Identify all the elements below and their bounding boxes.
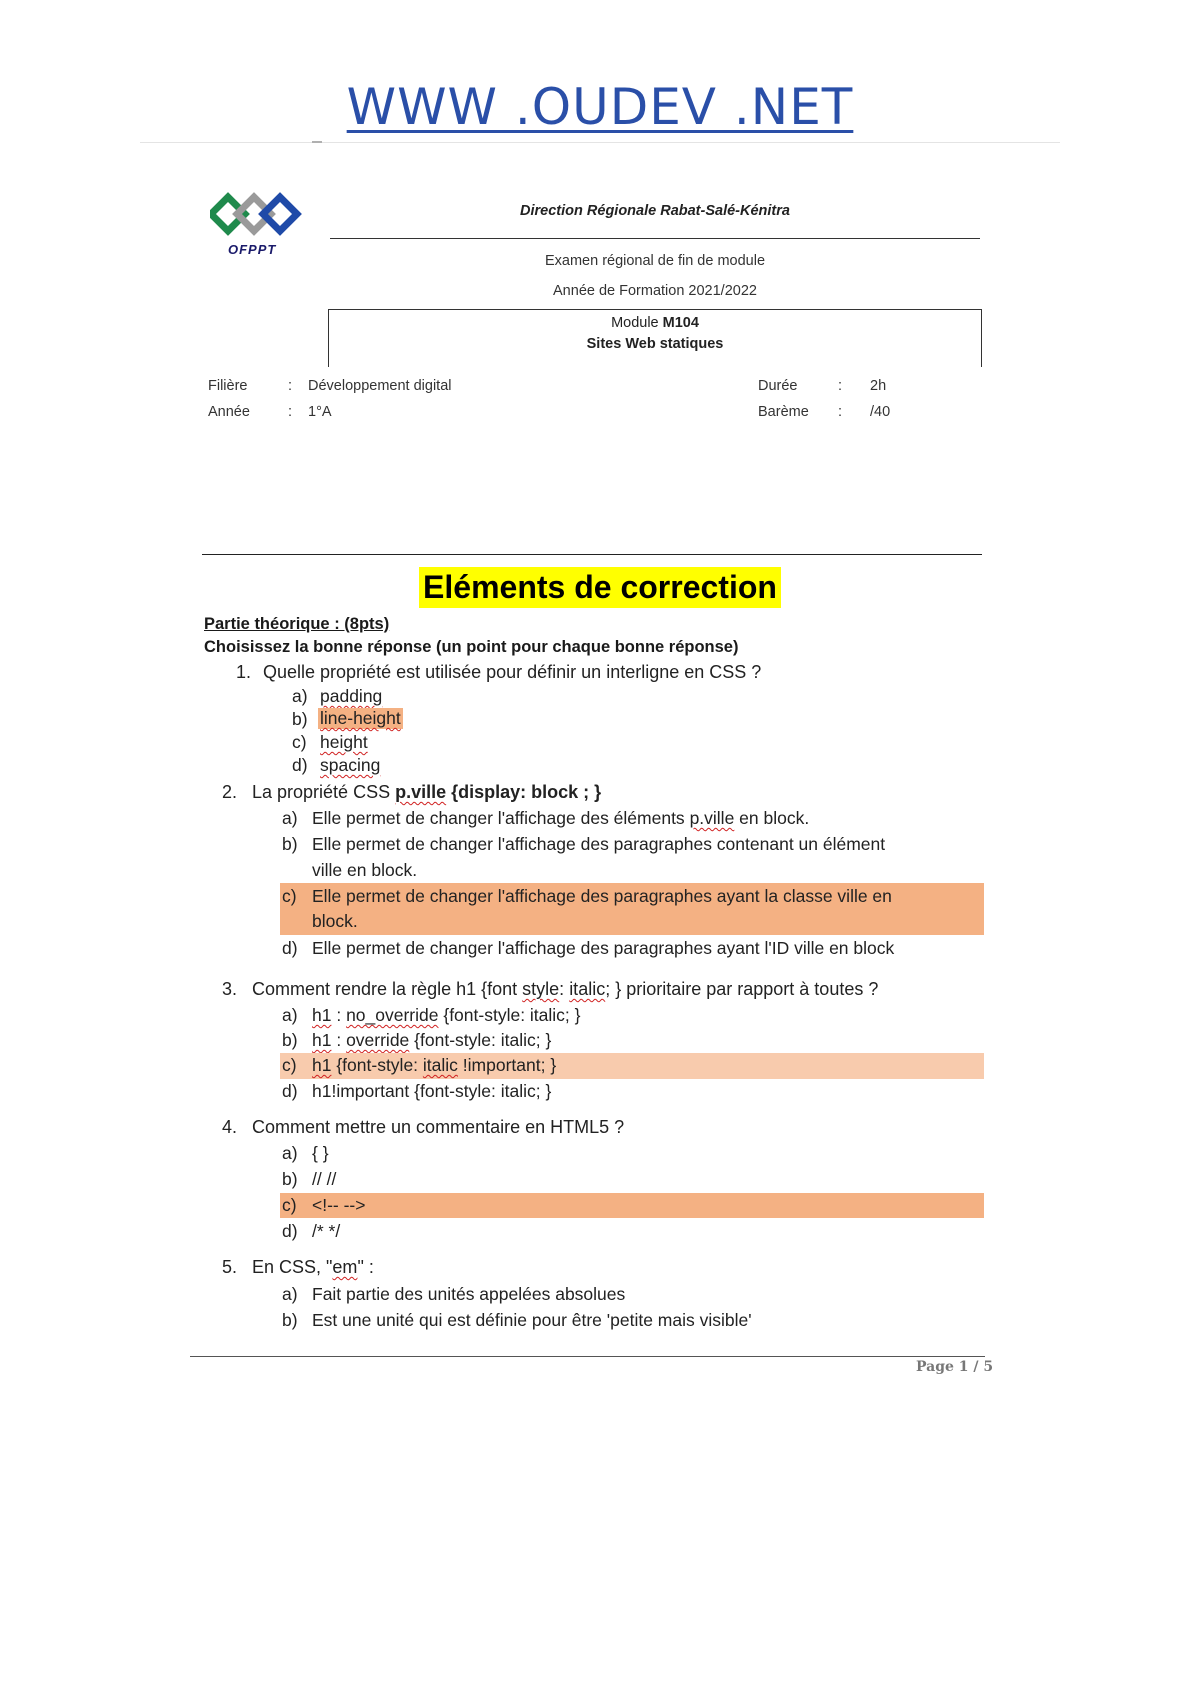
q1-c-letter: c): [292, 732, 307, 752]
q2-a-selector: p.ville: [689, 808, 735, 828]
q3-text-post: ; } prioritaire par rapport à toutes ?: [605, 979, 879, 999]
duree-value: 2h: [870, 378, 887, 394]
q3-b-kw: override: [346, 1030, 410, 1050]
duree-sep: :: [838, 378, 843, 394]
q4-c-letter: c): [282, 1195, 297, 1215]
q2-rule: {display: block ; }: [446, 782, 602, 802]
q1-d-letter: d): [292, 755, 308, 775]
q3-b-post: {font-style: italic; }: [409, 1030, 552, 1050]
q5-text-em: em: [332, 1257, 358, 1277]
q2-text-pre: La propriété CSS: [252, 782, 396, 802]
divider-mark: [312, 141, 322, 143]
q1-b-value: line-height: [320, 708, 401, 728]
q3-c-letter: c): [282, 1055, 297, 1075]
bareme-label: Barème: [758, 404, 809, 420]
q4-d-letter: d): [282, 1221, 298, 1241]
q1-c-text: [320, 732, 368, 753]
q3-c-post: !important; }: [457, 1055, 557, 1075]
q4-a-letter: a): [282, 1143, 298, 1163]
q4-c-text: <!-- -->: [312, 1195, 366, 1215]
ofppt-logo-icon: [210, 190, 306, 248]
q4-b-text: // //: [312, 1169, 337, 1189]
annee-value: 1°A: [308, 404, 332, 420]
q2-text: [252, 782, 601, 803]
q1-text: Quelle propriété est utilisée pour définir un interligne en CSS ?: [263, 662, 762, 682]
q4-b-letter: b): [282, 1169, 298, 1189]
q4-d-text: /* */: [312, 1221, 341, 1241]
q2-d-text: Elle permet de changer l'affichage des paragraphes ayant l'ID ville en block: [312, 938, 895, 958]
q3-d-text: h1!important {font-style: italic; }: [312, 1081, 552, 1101]
q2-a-text: [312, 808, 809, 829]
q4-num: 4.: [222, 1117, 238, 1137]
q1-d-text: [320, 755, 380, 776]
duree-label: Durée: [758, 378, 798, 394]
footer-rule: [190, 1356, 985, 1357]
q2-b-line1: Elle permet de changer l'affichage des paragraphes contenant un élément: [312, 834, 886, 854]
module-code: M104: [662, 315, 699, 331]
filiere-sep: :: [288, 378, 293, 394]
annee-sep: :: [288, 404, 293, 420]
q2-a-post: en block.: [734, 808, 810, 828]
q3-text-pre: Comment rendre la règle h1 {font: [252, 979, 523, 999]
q3-b-letter: b): [282, 1030, 298, 1050]
q2-selector: p.ville: [395, 782, 447, 802]
partie-heading: Partie théorique : (8pts): [204, 615, 390, 633]
instruction: Choisissez la bonne réponse (un point pour chaque bonne réponse): [204, 638, 739, 656]
q3-text-italic: italic: [569, 979, 606, 999]
logo-text: OFPPT: [228, 242, 277, 257]
bareme-value: /40: [870, 404, 891, 420]
q3-c-mid: {font-style:: [331, 1055, 423, 1075]
module-code-line: [330, 315, 980, 331]
q3-num: 3.: [222, 979, 238, 999]
section-rule: [202, 554, 982, 555]
q1-num: 1.: [236, 662, 252, 682]
q3-a-post: {font-style: italic; }: [438, 1005, 581, 1025]
q3-a-mid: :: [331, 1005, 347, 1025]
q5-b-letter: b): [282, 1310, 298, 1330]
q3-c-text: [312, 1055, 556, 1076]
module-prefix: Module: [611, 315, 663, 331]
q3-a-letter: a): [282, 1005, 298, 1025]
q2-a-letter: a): [282, 808, 298, 828]
q3-a-h1: h1: [312, 1005, 332, 1025]
title-wrap: [0, 567, 1200, 608]
q3-text-mid: :: [559, 979, 570, 999]
q3-b-text: [312, 1030, 551, 1051]
q1-a-text: [320, 686, 382, 707]
q1-a-value: padding: [320, 686, 383, 706]
bareme-sep: :: [838, 404, 843, 420]
q3-b-h1: h1: [312, 1030, 332, 1050]
q2-a-pre: Elle permet de changer l'affichage des éléments: [312, 808, 690, 828]
q4-text: Comment mettre un commentaire en HTML5 ?: [252, 1117, 625, 1137]
page-number: Page 1 / 5: [916, 1359, 994, 1375]
filiere-label: Filière: [208, 378, 248, 394]
top-divider: [140, 142, 1060, 143]
q3-d-letter: d): [282, 1081, 298, 1101]
direction-rule: [330, 238, 980, 239]
q5-b-text: Est une unité qui est définie pour être 'petite mais visible': [312, 1310, 752, 1330]
q3-a-text: [312, 1005, 581, 1026]
q2-d-letter: d): [282, 938, 298, 958]
q2-c-line2: block.: [312, 911, 358, 931]
module-name: Sites Web statiques: [586, 336, 724, 352]
q3-c-kw: italic: [422, 1055, 458, 1075]
q1-b-answer: [318, 708, 403, 729]
q2-c-letter: c): [282, 886, 297, 906]
annee-label: Année: [208, 404, 250, 420]
q2-c-line1: Elle permet de changer l'affichage des paragraphes ayant la classe ville en: [312, 886, 892, 906]
q3-c-h1: h1: [312, 1055, 332, 1075]
site-link: [0, 78, 1200, 136]
q1-a-letter: a): [292, 686, 308, 706]
doc-title: Eléments de correction: [419, 567, 781, 608]
exam-title: Examen régional de fin de module: [544, 253, 766, 269]
q2-b-line2: ville en block.: [312, 860, 418, 880]
filiere-value: Développement digital: [308, 378, 452, 394]
q1-b-letter: b): [292, 709, 308, 729]
direction-title: Direction Régionale Rabat-Salé-Kénitra: [520, 203, 790, 219]
q1-c-value: height: [320, 732, 368, 752]
q3-a-kw: no_override: [346, 1005, 439, 1025]
q2-num: 2.: [222, 782, 238, 802]
q3-text: [252, 979, 878, 1000]
training-year: Année de Formation 2021/2022: [553, 283, 757, 299]
q3-b-mid: :: [331, 1030, 347, 1050]
site-link-text[interactable]: WWW .OUDEV .NET: [346, 78, 854, 136]
q2-b-letter: b): [282, 834, 298, 854]
q5-text-post: " :: [357, 1257, 374, 1277]
q5-text-pre: En CSS, ": [252, 1257, 333, 1277]
q3-text-style: style: [522, 979, 560, 999]
q5-text: [252, 1257, 374, 1278]
q5-num: 5.: [222, 1257, 238, 1277]
q4-a-text: { }: [312, 1143, 329, 1163]
q1-d-value: spacing: [320, 755, 381, 775]
q4-c-answer-highlight: [280, 1193, 984, 1218]
q5-a-text: Fait partie des unités appelées absolues: [312, 1284, 626, 1304]
q5-a-letter: a): [282, 1284, 298, 1304]
